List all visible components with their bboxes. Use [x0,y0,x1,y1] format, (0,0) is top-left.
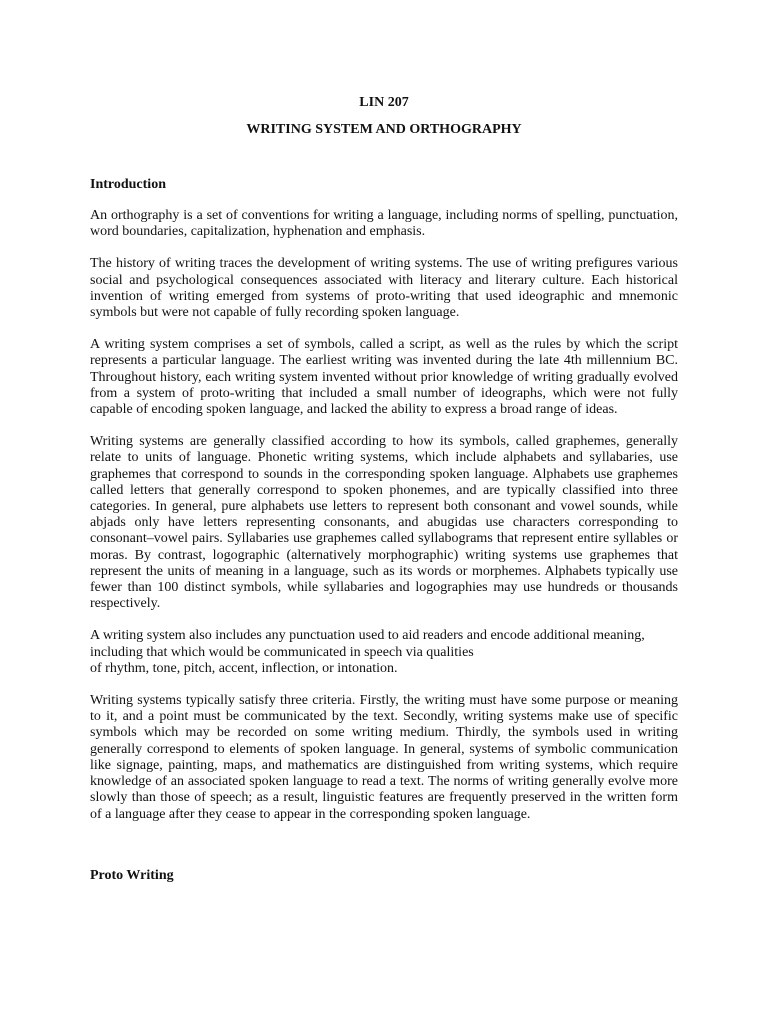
paragraph-punctuation-line-a: A writing system also includes any punctuation used to aid readers and encode additional meaning, including that which would be communicated in speech via qualities [90,628,645,660]
paragraph-punctuation-line-b: of rhythm, tone, pitch, accent, inflection, or intonation. [90,660,398,676]
course-title: WRITING SYSTEM AND ORTHOGRAPHY [246,122,522,137]
paragraph-punctuation [90,628,678,677]
course-code: LIN 207 [359,95,409,110]
paragraph-history: The history of writing traces the development of writing systems. The use of writing prefigures various social and psychological consequences associated with literacy and literary culture. Each historical invention of writing emerged from systems of proto-writing that used ideographic and mnemonic symbols but were not capable of fully recording spoken language. [90,256,678,321]
section-heading-introduction: Introduction [90,177,166,192]
paragraph-classification: Writing systems are generally classified according to how its symbols, called graphemes, generally relate to units of language. Phonetic writing systems, which include alphabets and syllabaries, use graphemes that correspond to sounds in the corresponding spoken language. Alphabets use graphemes called letters that generally correspond to spoken phonemes, and are typically classified into three categories. In general, pure alphabets use letters to represent both consonant and vowel sounds, while abjads only have letters representing consonants, and abugidas use characters corresponding to consonant–vowel pairs. Syllabaries use graphemes called syllabograms that represent entire syllables or moras. By contrast, logographic (alternatively morphographic) writing systems use graphemes that represent the units of meaning in a language, such as its words or morphemes. Alphabets typically use fewer than 100 distinct symbols, while syllabaries and logographies may use hundreds or thousands respectively. [90,434,678,612]
paragraph-criteria: Writing systems typically satisfy three criteria. Firstly, the writing must have some purpose or meaning to it, and a point must be communicated by the text. Secondly, writing systems make use of specific symbols which may be recorded on some writing medium. Thirdly, the symbols used in writing generally correspond to elements of spoken language. In general, systems of symbolic communication like signage, painting, maps, and mathematics are distinguished from writing systems, which require knowledge of an associated spoken language to read a text. The norms of writing generally evolve more slowly than those of speech; as a result, linguistic features are frequently preserved in the written form of a language after they cease to appear in the corresponding spoken language. [90,693,678,822]
section-heading-proto-writing: Proto Writing [90,867,174,883]
paragraph-orthography: An orthography is a set of conventions for writing a language, including norms of spelling, punctuation, word boundaries, capitalization, hyphenation and emphasis. [90,208,678,240]
paragraph-writing-system: A writing system comprises a set of symbols, called a script, as well as the rules by which the script represents a particular language. The earliest writing was invented during the late 4th millennium BC. Throughout history, each writing system invented without prior knowledge of writing gradually evolved from a system of proto-writing that included a small number of ideographs, which were not fully capable of encoding spoken language, and lacked the ability to express a broad range of ideas. [90,337,678,418]
